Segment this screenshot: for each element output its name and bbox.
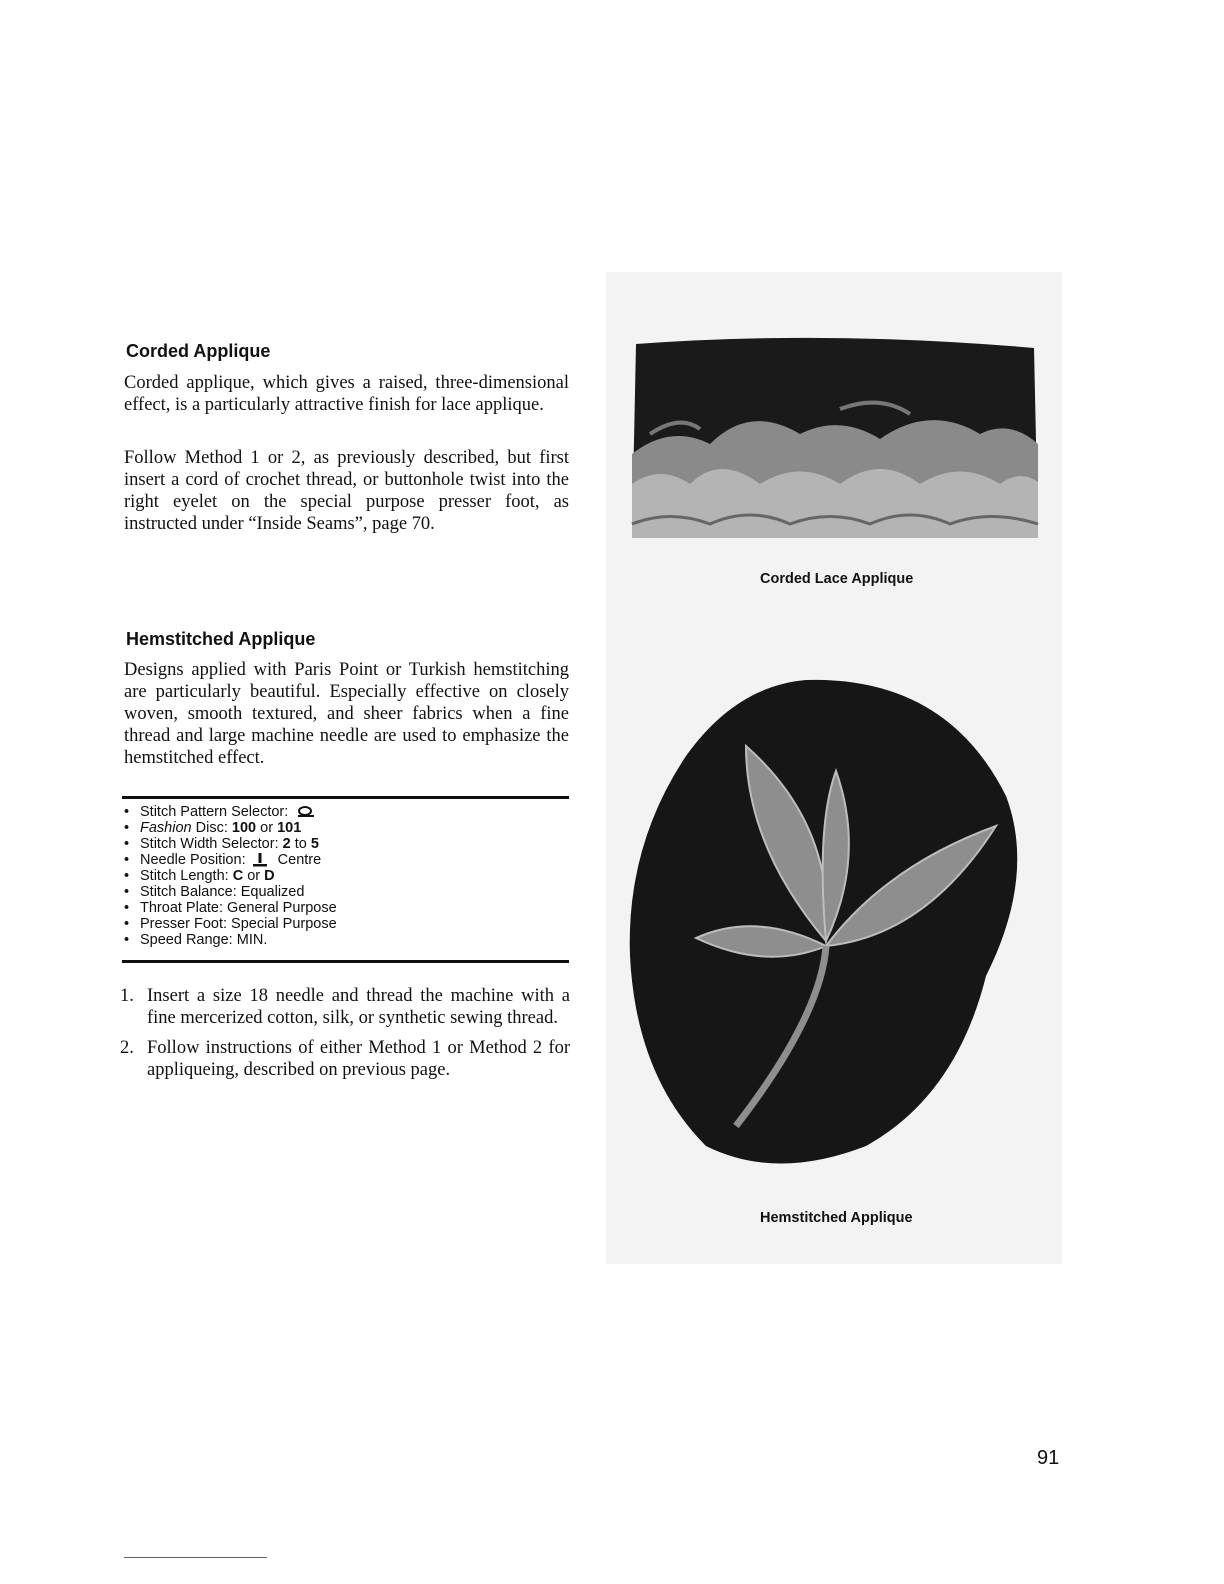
corded-applique-para-2: Follow Method 1 or 2, as previously described, but first insert a cord of crochet thread, or buttonhole twist into the right eyelet on the special purpose presser foot, as instructed under “Inside Seams”, page 70.: [124, 448, 569, 534]
step-item: 1. Insert a size 18 needle and thread the machine with a fine mercerized cotton, silk, or synthetic sewing thread.: [120, 986, 570, 1028]
setting-stitch-width: • Stitch Width Selector: 2 to 5: [122, 836, 569, 852]
machine-settings-list: [122, 804, 569, 948]
corded-applique-para-1: Corded applique, which gives a raised, three-dimensional effect, is a particularly attractive finish for lace applique.: [124, 373, 569, 415]
setting-stitch-balance: • Stitch Balance: Equalized: [122, 884, 569, 900]
needle-center-icon: [252, 853, 268, 867]
footer-rule: [124, 1557, 267, 1558]
hemstitched-applique-photo: [626, 676, 1026, 1176]
step-item: 2. Follow instructions of either Method 1 or Method 2 for appliqueing, described on previous page.: [120, 1038, 570, 1080]
page-number: 91: [1037, 1447, 1060, 1469]
setting-speed-range: • Speed Range: MIN.: [122, 932, 569, 948]
hemstitched-caption: Hemstitched Applique: [760, 1210, 913, 1226]
settings-bottom-rule: [122, 960, 569, 963]
setting-fashion-disc: • Fashion Disc: 100 or 101: [122, 820, 569, 836]
corded-lace-caption: Corded Lace Applique: [760, 571, 914, 587]
corded-lace-photo: [630, 334, 1042, 544]
setting-stitch-length: • Stitch Length: C or D: [122, 868, 569, 884]
setting-pattern-selector: • Stitch Pattern Selector:: [122, 804, 569, 820]
setting-presser-foot: • Presser Foot: Special Purpose: [122, 916, 569, 932]
steps-list: [120, 985, 570, 1089]
hemstitched-applique-para: Designs applied with Paris Point or Turkish hemstitching are particularly beautiful. Especially effective on closely woven, smooth textured, and sheer fabrics when a fine thread and large machine needle are used to emphasize the hemstitched effect.: [124, 660, 569, 768]
setting-throat-plate: • Throat Plate: General Purpose: [122, 900, 569, 916]
stitch-pattern-icon: [296, 806, 316, 818]
hemstitched-applique-heading: Hemstitched Applique: [126, 629, 316, 649]
corded-applique-heading: Corded Applique: [126, 341, 271, 361]
setting-needle-position: • Needle Position: Centre: [122, 852, 569, 868]
settings-top-rule: [122, 796, 569, 799]
